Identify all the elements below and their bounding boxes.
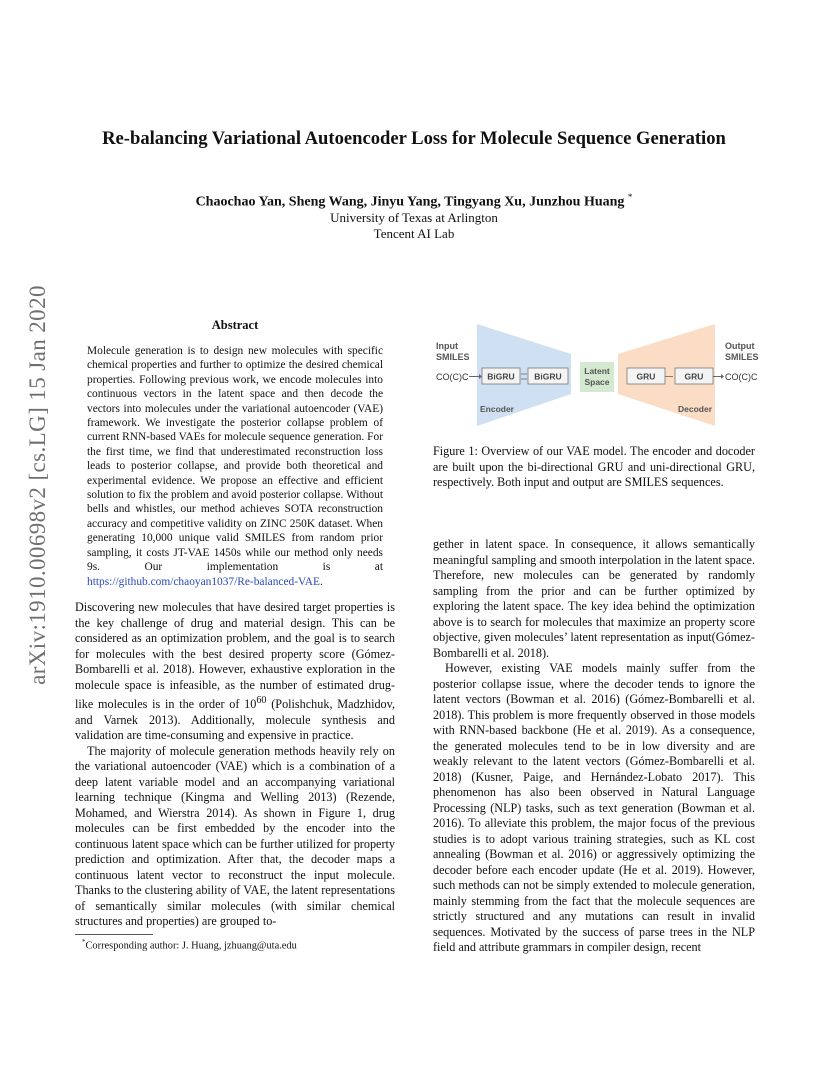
intro-paragraph-1 xyxy=(75,600,395,744)
left-column xyxy=(75,600,395,930)
output-smiles: CO(C)C xyxy=(725,372,758,382)
encoder-block-1-label: BiGRU xyxy=(487,371,515,382)
abstract-body xyxy=(87,344,383,589)
footnote-mark: * xyxy=(82,938,86,946)
intro-p1-text-a: Discovering new molecules that have desired target properties is the key challenge of drug and material design. This can be considered as an optimization problem, and the goal is to search for molecules with the best desired property score (Gómez-Bombarelli et al. 2018). However, exhaustive exploration in the molecule space is infeasible, as the number of estimated drug-like molecules is in the order of 10 xyxy=(75,600,395,712)
vae-diagram xyxy=(433,322,761,430)
figure-caption: Figure 1: Overview of our VAE model. The encoder and docoder are built upon the bi-directional GRU and uni-directional GRU, respectively. Both input and output are SMILES sequences. xyxy=(433,444,755,489)
author-footnote-mark: * xyxy=(627,192,633,202)
decoder-label: Decoder xyxy=(677,404,713,414)
arrow-output-head xyxy=(721,374,724,379)
arxiv-side-stamp xyxy=(20,285,56,685)
right-column xyxy=(433,537,755,956)
arxiv-id: arXiv:1910.00698v2 [cs.LG] 15 Jan 2020 xyxy=(25,285,50,685)
intro-paragraph-4: However, existing VAE models mainly suffer from the posterior collapse issue, where the decoder tends to ignore the latent vectors (Bowman et al. 2016) (Gómez-Bombarelli et al. 2018). This problem is more frequently observed in those models with RNN-based backbone (He et al. 2019). As a consequence, the generated molecules tend to be in low diversity and are weakly relevant to the latent vectors (Gómez-Bombarelli et al. 2018) (Kusner, Paige, and Hernández-Lobato 2017). This phenomenon has also been observed in Natural Language Processing (NLP) tasks, such as text generation (Bowman et al. 2016). To alleviate this problem, the major focus of the previous studies is to adopt various training strategies, such as KL cost annealing (Bowman et al. 2016) or aggressively optimizing the decoder before each encoder update (He et al. 2019). However, such methods can not be simply extended to molecule generation, mainly stemming from the fact that the molecule sequences are strictly structured and any mutations can result in invalid sequences. Motivated by the success of parse trees in the NLP field and attribute grammars in compiler design, recent xyxy=(433,661,755,954)
input-label-2: SMILES xyxy=(436,352,470,362)
figure-vae-overview xyxy=(433,322,761,430)
footnote xyxy=(82,938,402,951)
intro-paragraph-2: The majority of molecule generation methods heavily rely on the variational autoencoder (VAE) which is a combination of a deep latent variable model and an accompanying variational learning technique (Kingma and Welling 2013) (Rezende, Mohamed, and Wierstra 2014). As shown in Figure 1, drug molecules can be first embedded by the encoder into the continuous latent space which can be further utilized for property prediction and optimization. After that, the decoder maps a continuous latent vector to reconstruct the input molecule. Thanks to the clustering ability of VAE, the latent representations of semantically similar molecules (with similar chemical structures and properties) are grouped to- xyxy=(75,743,395,929)
abstract-text: Molecule generation is to design new molecules with specific chemical properties and further to optimize the desired chemical properties. Following previous work, we encode molecules into continuous vectors in the latent space and then decode the vectors into molecules under the variational autoencoder (VAE) framework. We investigate the posterior collapse problem of current RNN-based VAEs for molecule sequence generation. For the first time, we find that underestimated reconstruction loss leads to posterior collapse, and provide both theoretical and experimental evidence. We propose an effective and efficient solution to fix the problem and avoid posterior collapse. Without bells and whistles, our method achieves SOTA reconstruction accuracy and competitive validity on ZINC 250K dataset. When generating 10,000 unique valid SMILES from random prior sampling, it costs JT-VAE 1450s while our method only needs 9s. Our implementation is at xyxy=(87,345,383,574)
abstract-heading: Abstract xyxy=(211,318,259,332)
encoder-label: Encoder xyxy=(479,404,515,414)
decoder-block-1-label: GRU xyxy=(636,371,656,382)
footnote-text: Corresponding author: J. Huang, jzhuang@uta.edu xyxy=(85,940,297,952)
paper-title: Re-balancing Variational Autoencoder Loss for Molecule Sequence Generation xyxy=(102,128,726,149)
latent-label-1: Latent xyxy=(584,366,610,376)
output-label-1: Output xyxy=(725,341,755,351)
intro-p1-text-b: (Polishchuk, Madzhidov, and Varnek 2013). Additionally, molecule synthesis and validation are time-consuming and expensive in practice. xyxy=(75,697,395,743)
decoder-block-2-label: GRU xyxy=(684,371,704,382)
code-link[interactable]: https://github.com/chaoyan1037/Re-balanced-VAE xyxy=(87,575,320,588)
author-names: Chaochao Yan, Sheng Wang, Jinyu Yang, Tingyang Xu, Junzhou Huang xyxy=(195,194,625,210)
output-label-2: SMILES xyxy=(725,352,759,362)
latent-label-2: Space xyxy=(584,377,610,387)
input-label-1: Input xyxy=(436,341,458,351)
intro-p1-superscript: 60 xyxy=(256,695,267,706)
affiliation-2: Tencent AI Lab xyxy=(373,226,455,241)
affiliation-1: University of Texas at Arlington xyxy=(330,210,498,225)
footnote-rule xyxy=(75,934,153,935)
author-list xyxy=(0,192,828,211)
abstract-end: . xyxy=(319,575,323,588)
encoder-block-2-label: BiGRU xyxy=(534,371,562,382)
input-smiles: CO(C)C xyxy=(436,372,469,382)
intro-paragraph-3: gether in latent space. In consequence, it allows semantically meaningful sampling and smooth interpolation in the latent space. Therefore, new molecules can be generated by randomly sampling from the prior and can be further optimized by exploring the latent space. The key idea behind the optimization above is to search for molecules that maximize an property score objective, given molecules’ latent representation as input(Gómez-Bombarelli et al. 2018). xyxy=(433,537,755,660)
